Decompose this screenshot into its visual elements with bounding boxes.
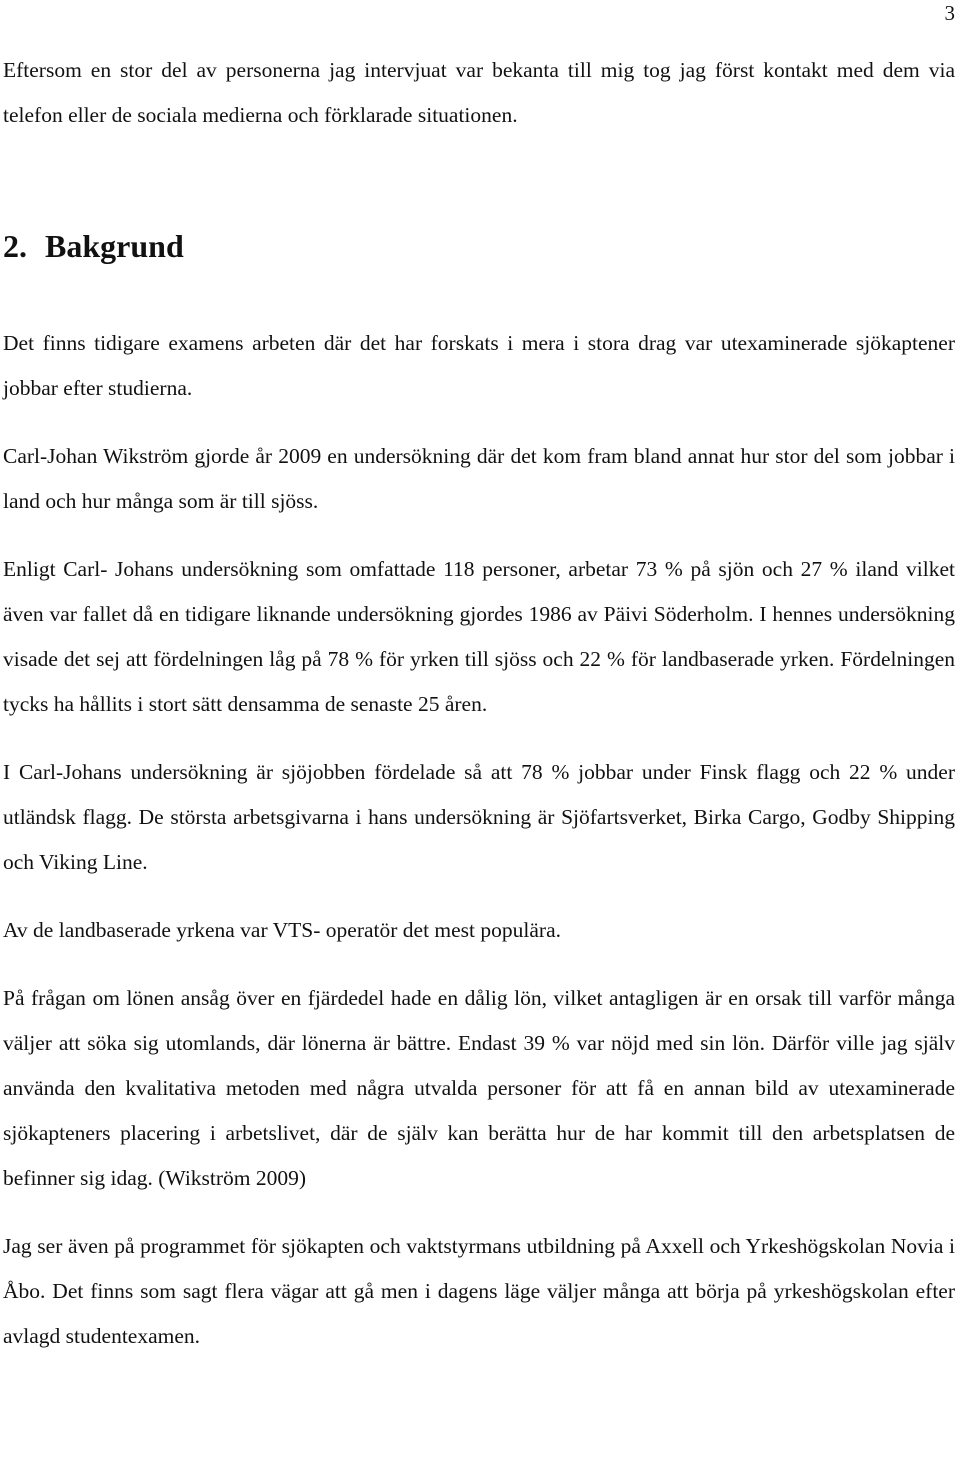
paragraph-education-programs: Jag ser även på programmet för sjökapten och vaktstyrmans utbildning på Axxell och Yrkeshögskolan Novia i Åbo. Det finns som sagt flera vägar att gå men i dagens läge väljer många att börja på yrkeshögskolan efter avlagd studentexamen. [3, 1234, 955, 1348]
paragraph-salary: På frågan om lönen ansåg över en fjärdedel hade en dålig lön, vilket antagligen är en orsak till varför många väljer att söka sig utomlands, där lönerna är bättre. Endast 39 % var nöjd med sin lön. Därför ville jag själv använda den kvalitativa metoden med några utvalda personer för att få en annan bild av utexaminerade sjökapteners placering i arbetslivet, där de själv kan berätta hur de har kommit till den arbetsplatsen de befinner sig idag. (Wikström 2009) [3, 986, 955, 1190]
paragraph-survey-results: Enligt Carl- Johans undersökning som omfattade 118 personer, arbetar 73 % på sjön och 27 % iland vilket även var fallet då en tidigare liknande undersökning gjordes 1986 av Päivi Söderholm. I hennes undersökning visade det sej att fördelningen låg på 78 % för yrken till sjöss och 22 % för landbaserade yrken. Fördelningen tycks ha hållits i stort sätt densamma de senaste 25 åren. [3, 557, 955, 716]
paragraph-previous-work: Det finns tidigare examens arbeten där det har forskats i mera i stora drag var utexaminerade sjökaptener jobbar efter studierna. [3, 331, 955, 400]
section-heading [3, 224, 955, 269]
section-number: 2. [3, 228, 27, 264]
page-number: 3 [944, 1, 955, 25]
paragraph-land-based-jobs: Av de landbaserade yrkena var VTS- operatör det mest populära. [3, 918, 561, 942]
section-title: Bakgrund [45, 228, 184, 264]
paragraph-flag-distribution: I Carl-Johans undersökning är sjöjobben fördelade så att 78 % jobbar under Finsk flagg och 22 % under utländsk flagg. De största arbetsgivarna i hans undersökning är Sjöfartsverket, Birka Cargo, Godby Shipping och Viking Line. [3, 760, 955, 874]
intro-paragraph: Eftersom en stor del av personerna jag intervjuat var bekanta till mig tog jag först kontakt med dem via telefon eller de sociala medierna och förklarade situationen. [3, 58, 955, 127]
paragraph-wikstrom-study: Carl-Johan Wikström gjorde år 2009 en undersökning där det kom fram bland annat hur stor del som jobbar i land och hur många som är till sjöss. [3, 444, 955, 513]
document-body [3, 48, 955, 1359]
